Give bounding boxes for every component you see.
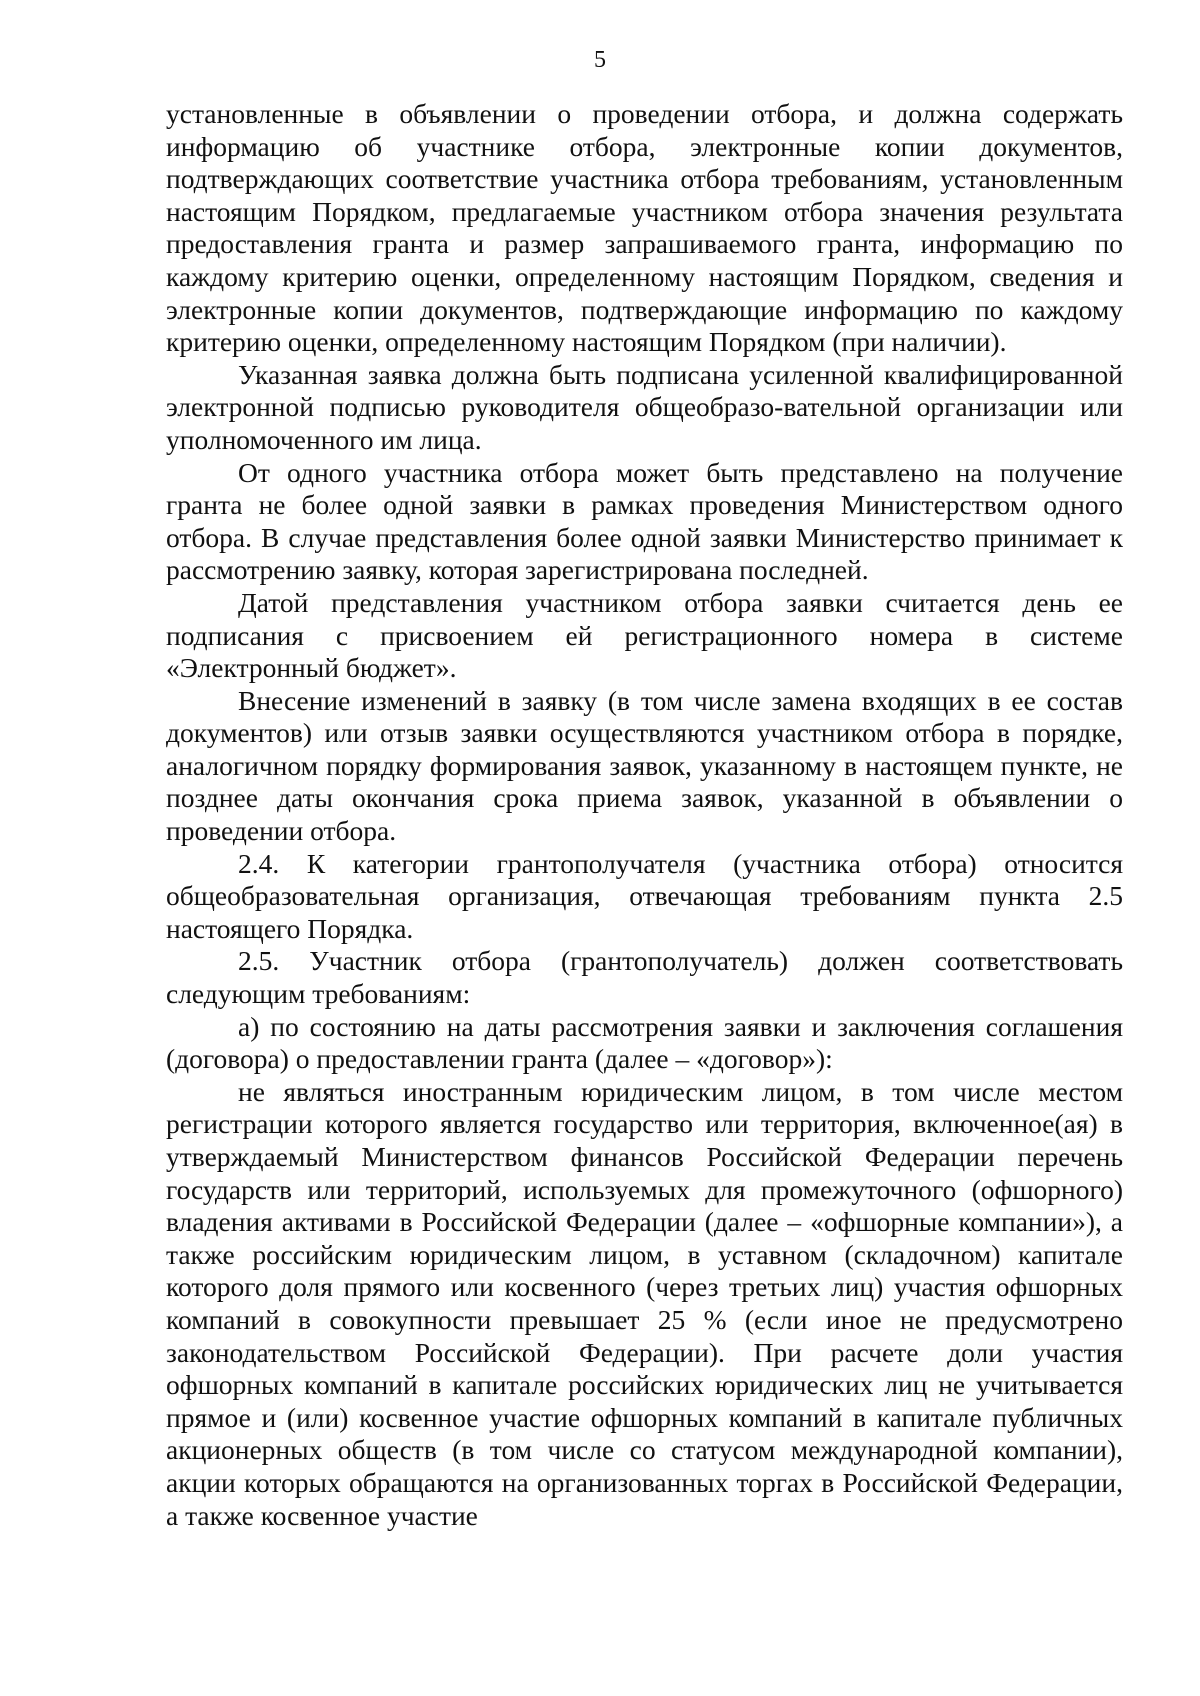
paragraph: а) по состоянию на даты рассмотрения заявки и заключения соглашения (договора) о предоставлении гранта (далее – «договор»): [166, 1010, 1123, 1075]
paragraph: Датой представления участником отбора заявки считается день ее подписания с присвоением ей регистрационного номера в системе «Электронный бюджет». [166, 586, 1123, 684]
page-number: 5 [594, 47, 606, 73]
paragraph: 2.5. Участник отбора (грантополучатель) должен соответствовать следующим требованиям: [166, 945, 1123, 1010]
paragraph: Внесение изменений в заявку (в том числе замена входящих в ее состав документов) или отзыв заявки осуществляются участником отбора в порядке, аналогичном порядку формирования заявок, указанному в настоящем пункте, не позднее даты окончания срока приема заявок, указанной в объявлении о проведении отбора. [166, 684, 1123, 847]
document-body [166, 98, 1123, 1532]
paragraph: Указанная заявка должна быть подписана усиленной квалифицированной электронной подписью руководителя общеобразо-вательной организации или уполномоченного им лица. [166, 358, 1123, 455]
paragraph: установленные в объявлении о проведении отбора, и должна содержать информацию об участнике отбора, электронные копии документов, подтверждающих соответствие участника отбора требованиям, установленным настоящим Порядком, предлагаемые участником отбора значения результата предоставления гранта и размер запрашиваемого гранта, информацию по каждому критерию оценки, определенному настоящим Порядком, сведения и электронные копии документов, подтверждающие информацию по каждому критерию оценки, определенному настоящим Порядком (при наличии). [166, 98, 1123, 358]
paragraph: 2.4. К категории грантополучателя (участника отбора) относится общеобразовательная организация, отвечающая требованиям пункта 2.5 настоящего Порядка. [166, 847, 1123, 944]
paragraph: не являться иностранным юридическим лицом, в том числе местом регистрации которого является государство или территория, включенное(ая) в утверждаемый Министерством финансов Российской Федерации перечень государств или территорий, используемых для промежуточного (офшорного) владения активами в Российской Федерации (далее – «офшорные компании»), а также российским юридическим лицом, в уставном (складочном) капитале которого доля прямого или косвенного (через третьих лиц) участия офшорных компаний в совокупности превышает 25 % (если иное не предусмотрено законодательством Российской Федерации). При расчете доли участия офшорных компаний в капитале российских юридических лиц не учитывается прямое и (или) косвенное участие офшорных компаний в капитале публичных акционерных обществ (в том числе со статусом международной компании), акции которых обращаются на организованных торгах в Российской Федерации, а также косвенное участие [166, 1075, 1123, 1531]
paragraph: От одного участника отбора может быть представлено на получение гранта не более одной заявки в рамках проведения Министерством одного отбора. В случае представления более одной заявки Министерство принимает к рассмотрению заявку, которая зарегистрирована последней. [166, 456, 1123, 586]
